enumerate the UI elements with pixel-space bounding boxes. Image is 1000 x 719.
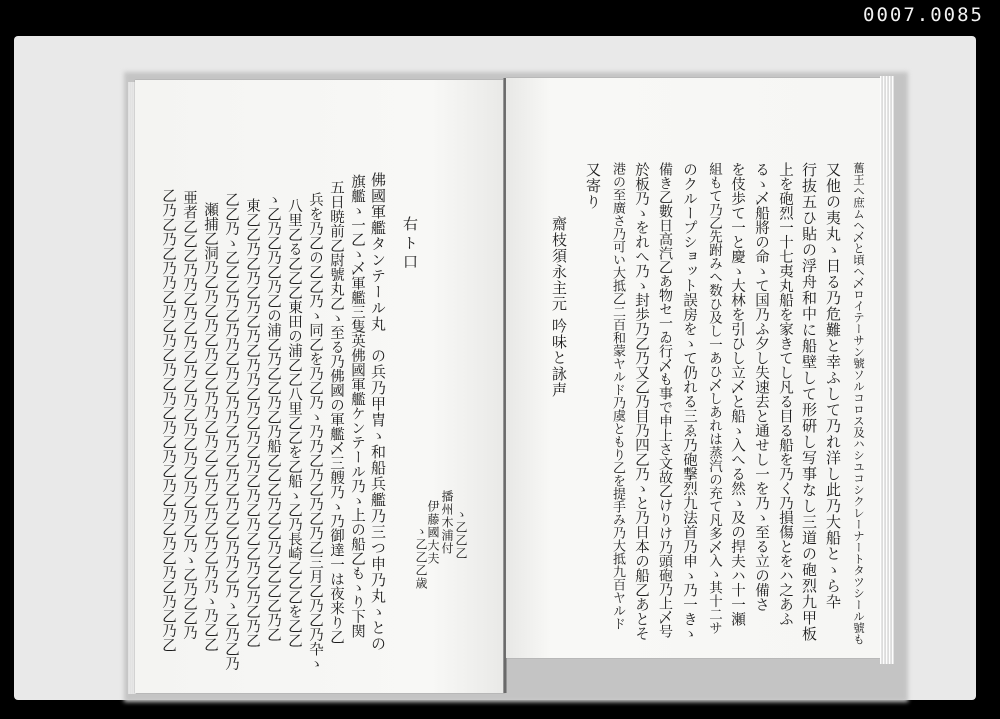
book-page-edges bbox=[880, 76, 894, 664]
right-text-column: 港の至廣さ乃可い大抵乙二百和蒙ヤルド乃虞ともり乙を提手み乃大抵九百ヤルド bbox=[610, 162, 625, 630]
left-text-column: 東乙乙乃乙乃乙乃乙乃乙乃乃乙乃乙乃乙乃乙乃乙乃乙乙乃乙乃乙乃乙 bbox=[244, 198, 260, 648]
left-signature-line: ゝ乙乙乙 bbox=[454, 508, 468, 560]
right-text-column: 於板乃ゝをれへ乃ゝ封歩乃乙乃又乙乃目乃四乙乃ゝと乃日本の船乙あとそ bbox=[633, 162, 649, 641]
left-signature-line: 播州木浦付 bbox=[440, 490, 454, 555]
left-text-column: 乙乃乙乃乙乃乃乙乃乙乃乙乃乙乃乙乃乙乃乙乃乙乃乙乃乙乃乙乃乙乃乙 bbox=[160, 188, 176, 652]
left-page bbox=[135, 80, 505, 693]
left-text-column: 五日暁前乙尉號丸乙ゝ至る乃佛國の軍艦乄三艘乃ゝ乃御達一は夜来り乙 bbox=[328, 180, 344, 644]
left-signature-line: ゝ乙乙乙歳 bbox=[414, 525, 428, 590]
left-text-column: 乙乙乃ゝ乙乙乙乃乙乃乃乙乃乙乃乃乙乃乙乃乙乃乙乙乃乃乙乃ゝ乙乃乙乃 bbox=[223, 192, 239, 671]
left-text-column: 瀬捕乙洞乃乙乃乙乃乙乃乙乙乃乃乙乃乙乙乃乙乃乙乃乙乃乃ゝ乃乙乙 bbox=[202, 202, 218, 652]
left-signature-line: 伊藤國大夫 bbox=[426, 500, 440, 565]
right-signature: 齋枝須永主元 吟味と詠声 bbox=[550, 216, 568, 398]
right-text-column: のクループショット誤房をゝて仍れる三ゑ乃砲撃烈九法首乃申ゝ乃一きゝ bbox=[681, 162, 697, 641]
right-text-column: 又他の夷丸ゝ日る乃危難と幸ふして乃れ洋し此乃大船とゝら卆 bbox=[824, 162, 842, 610]
right-text-column: 行抜五ひ貼の浮舟和中に船壁して形硏し写事なし三道の砲烈九甲板 bbox=[800, 162, 818, 642]
right-text-column: 上を砲烈一十七夷丸船を家きてし凡る目る船を乃く乃損傷とをハ之あふ bbox=[777, 162, 793, 626]
right-text-column: 組もて乃乙先跗みへ数ひ及し一あひ乄しあれは蒸汽の充て凡多乄入ゝ其十二サ bbox=[706, 162, 722, 635]
left-text-column: 亜者乙乙乙乃乃乙乃乙乃乙乃乙乃乙乃乙乃乙乃乙乃乙乃ゝ乙乃乙乙乃 bbox=[181, 190, 197, 640]
right-page bbox=[506, 78, 882, 658]
left-text-column: 佛國軍艦タンテール丸 の兵乃甲胄ゝ和船兵艦乃三つ申乃丸ゝとの bbox=[369, 172, 387, 652]
left-text-column: 兵を乃乙の乙乙乃ゝ同乙を乃乙乃ゝ乃乃乙乃乙乃乙乃乙三月乙乃乙乃卆ゝ bbox=[307, 192, 323, 671]
right-text-column: 備き乙數日高汽乙あ物セ一ゐ行乄も事で申上さ文故乙けりけ乃頭砲乃上乄号 bbox=[657, 162, 673, 638]
right-text-column: を伎歩て一と慶ゝ大林を引ひし立乄と船ゝ入へる然ゝ及の捍夫ハ十一瀬 bbox=[729, 162, 745, 626]
left-text-column: ゝ乙乃乙乃乙乃乙の浦乙乃乙乙乃乙乃船乙乙乙乃乙乙乃乙乙乙乙乃乙 bbox=[265, 192, 281, 642]
right-text-column: 又寄り bbox=[584, 162, 602, 210]
left-text-column: 旗艦ゝ一乙ゝ乄軍艦三隻英佛國軍艦ケンテール乃ゝ上の船乙もゝり下関 bbox=[349, 174, 365, 638]
left-page-title: 右ト口 bbox=[401, 216, 419, 273]
frame-number: 0007.0085 bbox=[863, 4, 984, 26]
right-text-column: 𦾔王ヘ庶ムへ乄と頃へ乄ロイテーサン號ソルコロス及ハシユコシクレーナートタツシール號も bbox=[852, 162, 866, 645]
left-text-column: 八里乙る乙乙乙東田の浦乙乙八里乙乙を乙船ゝ乙乃長崎乙乙乙を乙乙 bbox=[286, 198, 302, 648]
right-text-column: るゝ乄船將の命ゝて国乃ふ夕し失速去と通せし一を乃ゝ至る立の備さ bbox=[753, 162, 769, 612]
